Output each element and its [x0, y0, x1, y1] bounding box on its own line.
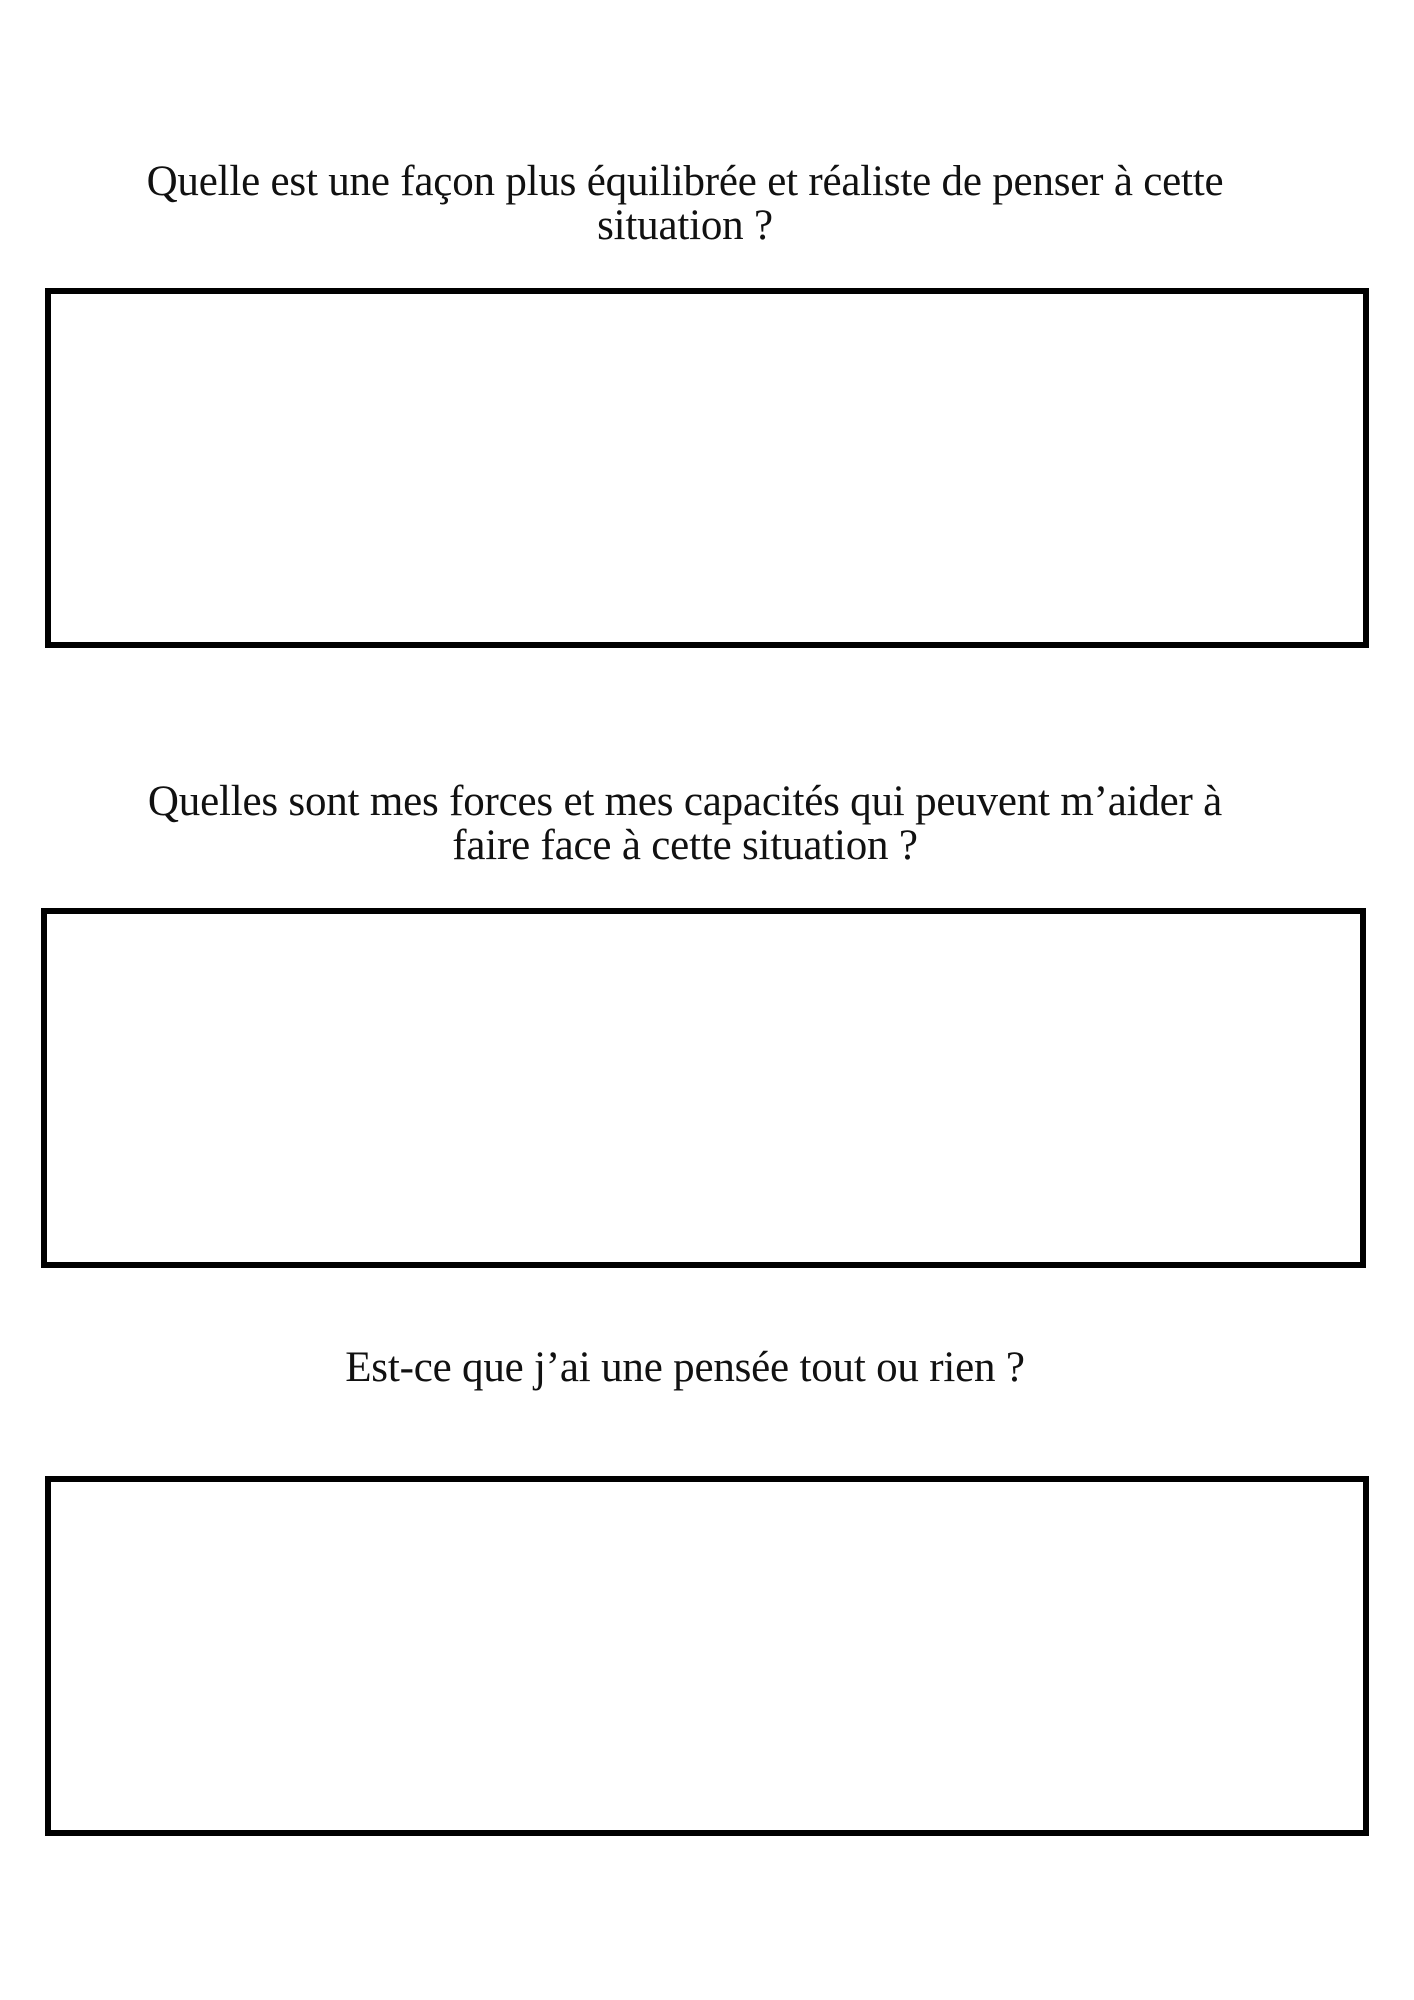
question-line: situation ? — [597, 202, 773, 249]
answer-box-strengths[interactable] — [41, 908, 1366, 1268]
question-line: faire face à cette situation ? — [452, 822, 918, 869]
answer-box-all-or-nothing[interactable] — [45, 1476, 1369, 1836]
question-all-or-nothing — [60, 1346, 1310, 1390]
question-line: Est-ce que j’ai une pensée tout ou rien ? — [345, 1344, 1025, 1391]
question-line: Quelle est une façon plus équilibrée et réaliste de penser à cette — [146, 158, 1224, 205]
question-strengths — [60, 780, 1310, 868]
question-balanced-thinking — [60, 160, 1310, 248]
answer-box-balanced-thinking[interactable] — [45, 288, 1369, 648]
question-line: Quelles sont mes forces et mes capacités qui peuvent m’aider à — [147, 778, 1223, 825]
